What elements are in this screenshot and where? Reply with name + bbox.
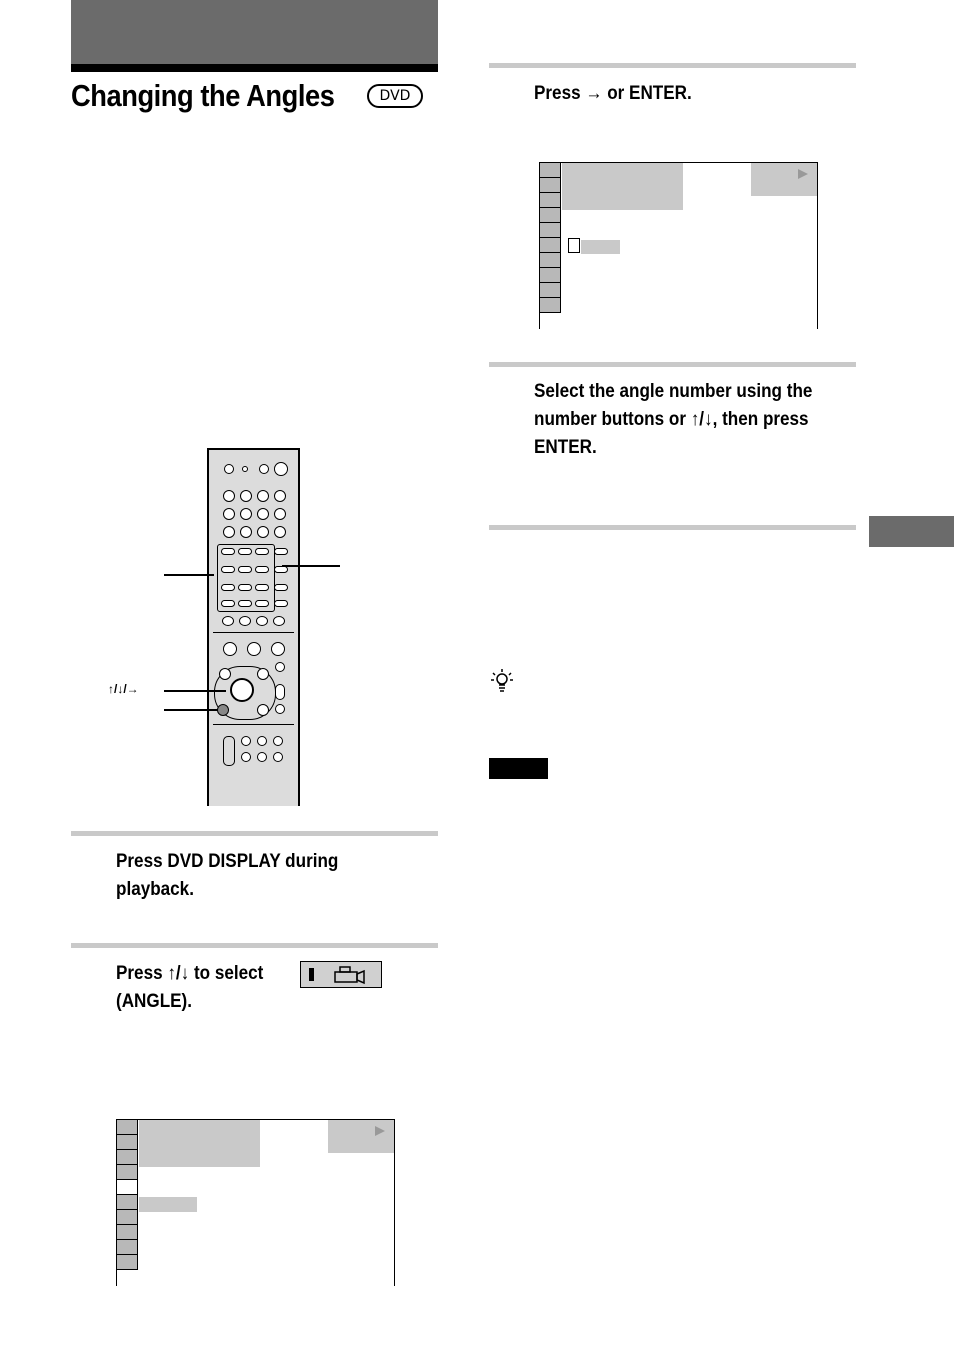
volume-rocker bbox=[223, 736, 235, 766]
callout-line-number-buttons bbox=[164, 574, 214, 576]
arrow-keys-label: ↑/↓/→ bbox=[108, 682, 139, 696]
osd-angle-field bbox=[581, 240, 620, 254]
callout-line-display bbox=[164, 709, 218, 711]
note-label-box bbox=[489, 758, 548, 779]
remote-button bbox=[259, 464, 269, 474]
dvd-display-button bbox=[217, 704, 229, 716]
step-1-text: Press DVD DISPLAY during playback. bbox=[116, 851, 339, 900]
section-tab bbox=[869, 516, 954, 547]
step-end-rule bbox=[489, 525, 856, 530]
remote-button bbox=[224, 464, 234, 474]
remote-button bbox=[275, 704, 285, 714]
enter-button bbox=[230, 678, 254, 702]
step-4-rule bbox=[489, 362, 856, 367]
step-2-text-before: Press ↑/↓ to select bbox=[116, 963, 264, 984]
page-title: Changing the Angles bbox=[71, 78, 335, 113]
step-1-rule bbox=[71, 831, 438, 836]
callout-line-arrows bbox=[164, 690, 226, 692]
osd-menu-column bbox=[117, 1120, 138, 1270]
tip-lightbulb-icon bbox=[490, 668, 514, 694]
step-3-rule bbox=[489, 63, 856, 68]
angle-icon-box bbox=[300, 961, 382, 988]
osd-screen-angle-selected bbox=[116, 1119, 395, 1286]
remote-button bbox=[275, 684, 285, 700]
osd-angle-field bbox=[139, 1197, 197, 1212]
osd-info-block bbox=[139, 1120, 260, 1167]
remote-button bbox=[242, 466, 248, 472]
angle-icon-bar bbox=[309, 968, 314, 981]
osd-screen-angle-entry bbox=[539, 162, 818, 329]
header-rule bbox=[71, 64, 438, 72]
remote-divider bbox=[213, 632, 294, 633]
remote-button bbox=[257, 668, 269, 680]
header-band bbox=[71, 0, 438, 64]
osd-menu-column bbox=[540, 163, 561, 313]
remote-button bbox=[219, 668, 231, 680]
remote-divider bbox=[213, 724, 294, 725]
play-icon bbox=[374, 1125, 386, 1137]
remote-button bbox=[275, 662, 285, 672]
osd-info-block bbox=[562, 163, 683, 210]
play-icon bbox=[797, 168, 809, 180]
step-4-text: Select the angle number using the number buttons or ↑/↓, then press ENTER. bbox=[534, 381, 813, 458]
remote-control bbox=[207, 448, 300, 806]
step-3-text: Press → or ENTER. bbox=[534, 83, 692, 104]
callout-line-enter bbox=[282, 565, 340, 567]
osd-angle-cursor bbox=[568, 238, 580, 253]
remote-button bbox=[257, 704, 269, 716]
camera-angle-icon bbox=[331, 965, 367, 985]
dvd-badge: DVD bbox=[367, 84, 423, 108]
osd-status-block bbox=[751, 163, 817, 196]
step-2-text-after: (ANGLE). bbox=[116, 991, 192, 1012]
step-2-rule bbox=[71, 943, 438, 948]
power-button bbox=[274, 462, 288, 476]
osd-status-block bbox=[328, 1120, 394, 1153]
